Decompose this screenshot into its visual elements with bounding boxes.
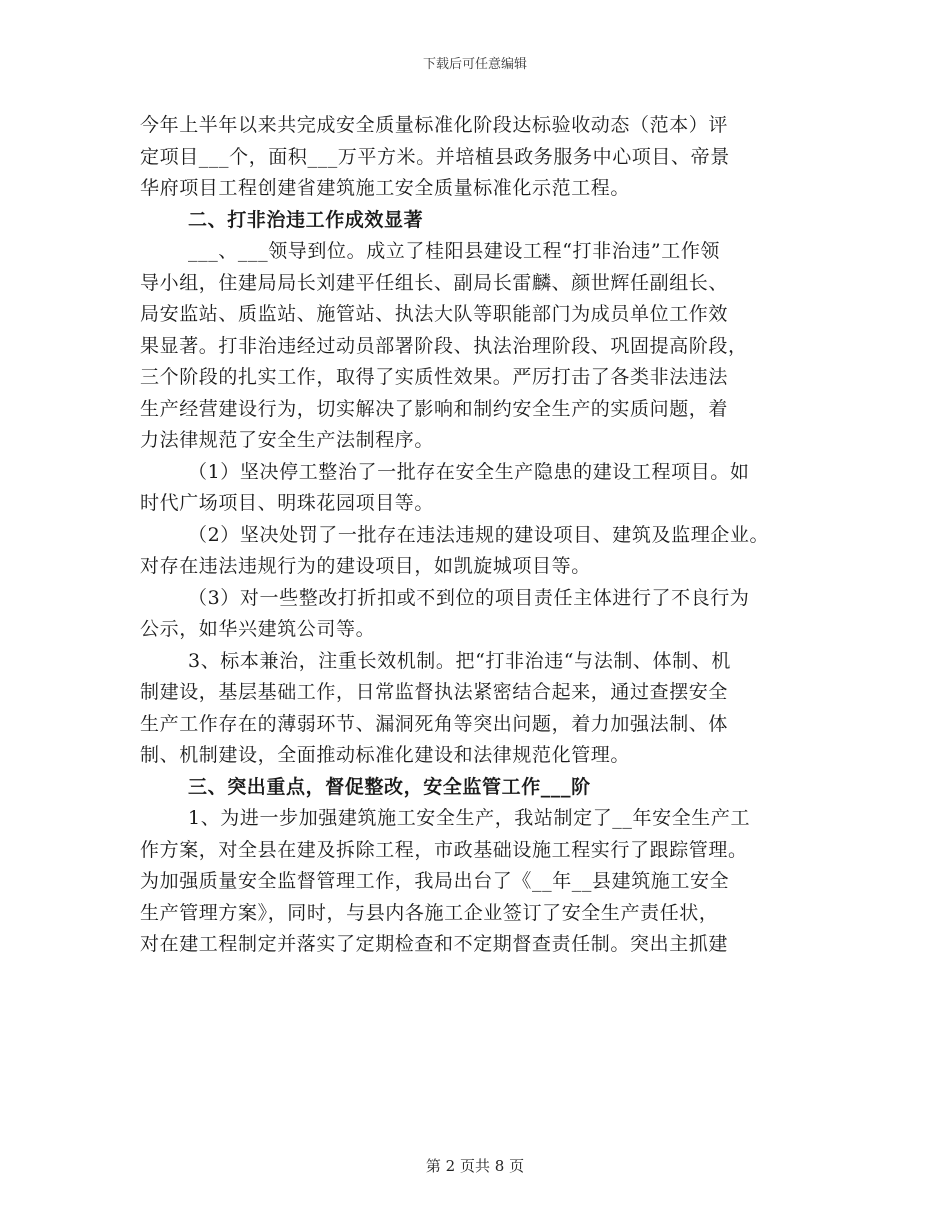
paragraph-line: 力法律规范了安全生产法制程序。 [140,429,435,451]
page-footer: 第 2 页共 8 页 [425,1157,525,1175]
paragraph-line: 生产管理方案》，同时，与县内各施工企业签订了安全生产责任状， [140,901,719,924]
page-header: 下载后可任意编辑 [422,57,527,72]
paragraph-line: 生产工作存在的薄弱环节、漏洞死角等突出问题，着力加强法制、体 [140,712,729,735]
paragraph-line: 公示，如华兴建筑公司等。 [140,618,376,640]
paragraph-line: 1、为进一步加强建筑施工安全生产，我站制定了__年安全生产工 [188,807,751,829]
section-heading: 二、打非治违工作成效显著 [188,208,424,231]
paragraph-line: 导小组，住建局局长刘建平任组长、副局长雷麟、颜世辉任副组长、 [140,271,729,294]
paragraph-line: 华府项目工程创建省建筑施工安全质量标准化示范工程。 [140,177,631,199]
paragraph-line: 制建设，基层基础工作，日常监督执法紧密结合起来，通过查摆安全 [140,681,729,703]
section-heading: 三、突出重点，督促整改，安全监管工作___阶 [188,775,591,798]
document-body [140,110,810,961]
paragraph-line: 对在建工程制定并落实了定期检查和不定期督查责任制。突出主抓建 [140,933,729,955]
paragraph-line: 时代广场项目、明珠花园项目等。 [140,492,435,514]
paragraph-line: 对存在违法违规行为的建设项目，如凯旋城项目等。 [140,555,591,577]
paragraph-line: 生产经营建设行为，切实解决了影响和制约安全生产的实质问题，着 [140,397,729,420]
paragraph-line: 果显著。打非治违经过动员部署阶段、执法治理阶段、巩固提高阶段， [140,334,748,357]
paragraph-line: 局安监站、质监站、施管站、执法大队等职能部门为成员单位工作效 [140,303,729,325]
paragraph-line: 3、标本兼治，注重长效机制。把“打非治违“与法制、体制、机 [188,649,731,672]
paragraph-line: 定项目___个，面积___万平方米。并培植县政务服务中心项目、帝景 [140,145,730,168]
paragraph-line: 作方案，对全县在建及拆除工程，市政基础设施工程实行了跟踪管理。 [140,838,748,861]
paragraph-line: （1）坚决停工整治了一批存在安全生产隐患的建设工程项目。如 [188,460,750,483]
paragraph-line: 今年上半年以来共完成安全质量标准化阶段达标验收动态（范本）评 [140,114,729,136]
paragraph-line: 制、机制建设，全面推动标准化建设和法律规范化管理。 [140,744,631,766]
paragraph-line: （2）坚决处罚了一批存在违法违规的建设项目、建筑及监理企业。 [188,523,770,546]
paragraph-line: 三个阶段的扎实工作，取得了实质性效果。严厉打击了各类非法违法 [140,366,729,388]
paragraph-line: 为加强质量安全监督管理工作，我局出台了《__年__县建筑施工安全 [140,870,730,892]
paragraph-line: ___、___领导到位。成立了桂阳县建设工程“打非治违”工作领 [188,240,721,262]
paragraph-line: （3）对一些整改打折扣或不到位的项目责任主体进行了不良行为 [188,586,750,609]
